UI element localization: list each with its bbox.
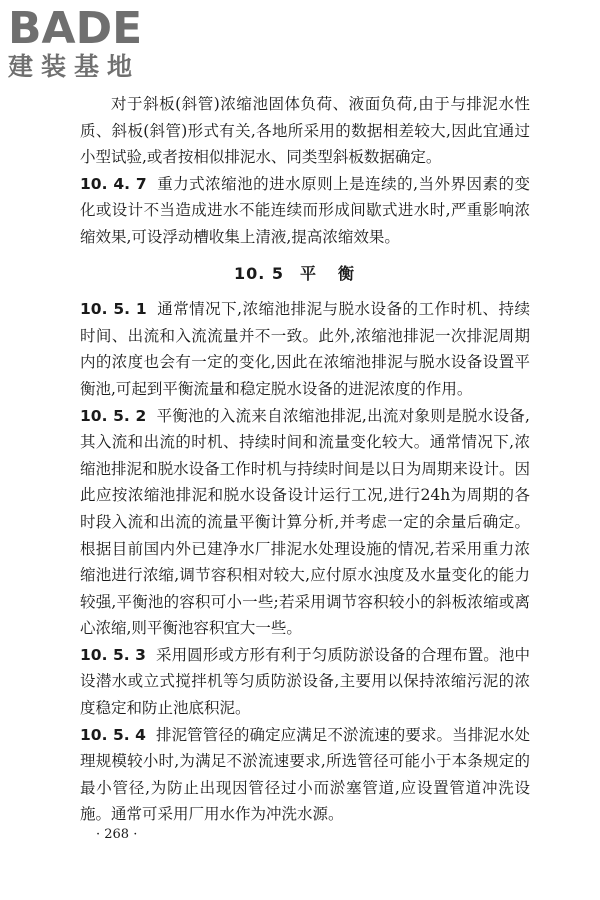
section-number: 10. 5 [233, 263, 285, 283]
clause-10-5-3 [80, 642, 530, 722]
clause-text: 重力式浓缩池的进水原则上是连续的,当外界因素的变化或设计不当造成进水不能连续而形成间歇式进水时,严重影响浓缩效果,可设浮动槽收集上清液,提高浓缩效果。 [80, 174, 530, 246]
clause-number: 10. 4. 7 [80, 174, 147, 193]
clause-10-4-7 [80, 171, 530, 251]
clause-number: 10. 5. 1 [80, 300, 147, 319]
clause-text: 排泥管管径的确定应满足不淤流速的要求。当排泥水处理规模较小时,为满足不淤流速要求,所选管径可能小于本条规定的最小管径,为防止出现因管径过小而淤塞管道,应设置管道冲洗设施。通常可采用厂用水作为冲洗水源。 [80, 725, 530, 824]
clause-10-5-2 [80, 403, 530, 642]
clause-text: 平衡池的入流来自浓缩池排泥,出流对象则是脱水设备,其入流和出流的时机、持续时间和流量变化较大。通常情况下,浓缩池排泥和脱水设备工作时机与持续时间是以日为周期来设计。因此应按浓缩池排泥和脱水设备设计运行工况,进行24h为周期的各时段入流和出流的流量平衡计算分析,并考虑一定的余量后确定。根据目前国内外已建净水厂排泥水处理设施的情况,若采用重力浓缩池进行浓缩,调节容积相对较大,应付原水浊度及水量变化的能力较强,平衡池的容积可小一些;若采用调节容积较小的斜板浓缩或离心浓缩,则平衡池容积宜大一些。 [80, 406, 530, 638]
watermark-brand: BADE [8, 3, 143, 54]
clause-10-5-4 [80, 722, 530, 828]
document-body [80, 91, 530, 828]
paragraph-continuation [80, 91, 530, 171]
paragraph-text: 对于斜板(斜管)浓缩池固体负荷、液面负荷,由于与排泥水性质、斜板(斜管)形式有关,各地所采用的数据相差较大,因此宜通过小型试验,或者按相似排泥水、同类型斜板数据确定。 [80, 95, 530, 167]
clause-text: 通常情况下,浓缩池排泥与脱水设备的工作时机、持续时间、出流和入流流量并不一致。此外,浓缩池排泥一次排泥周期内的浓度也会有一定的变化,因此在浓缩池排泥与脱水设备设置平衡池,可起到平衡流量和稳定脱水设备的进泥浓度的作用。 [80, 300, 530, 398]
clause-number: 10. 5. 3 [80, 645, 146, 664]
page-number: · 268 · [96, 827, 138, 842]
watermark-logo [8, 3, 178, 82]
clause-10-5-1 [80, 296, 530, 402]
section-heading [80, 261, 530, 288]
section-title: 平衡 [300, 263, 377, 283]
clause-text: 采用圆形或方形有利于匀质防淤设备的合理布置。池中设潜水或立式搅拌机等匀质防淤设备,主要用以保持浓缩污泥的浓度稳定和防止池底积泥。 [80, 645, 530, 718]
watermark-subtitle: 建装基地 [8, 52, 141, 81]
clause-number: 10. 5. 2 [80, 406, 147, 425]
clause-number: 10. 5. 4 [80, 725, 146, 744]
